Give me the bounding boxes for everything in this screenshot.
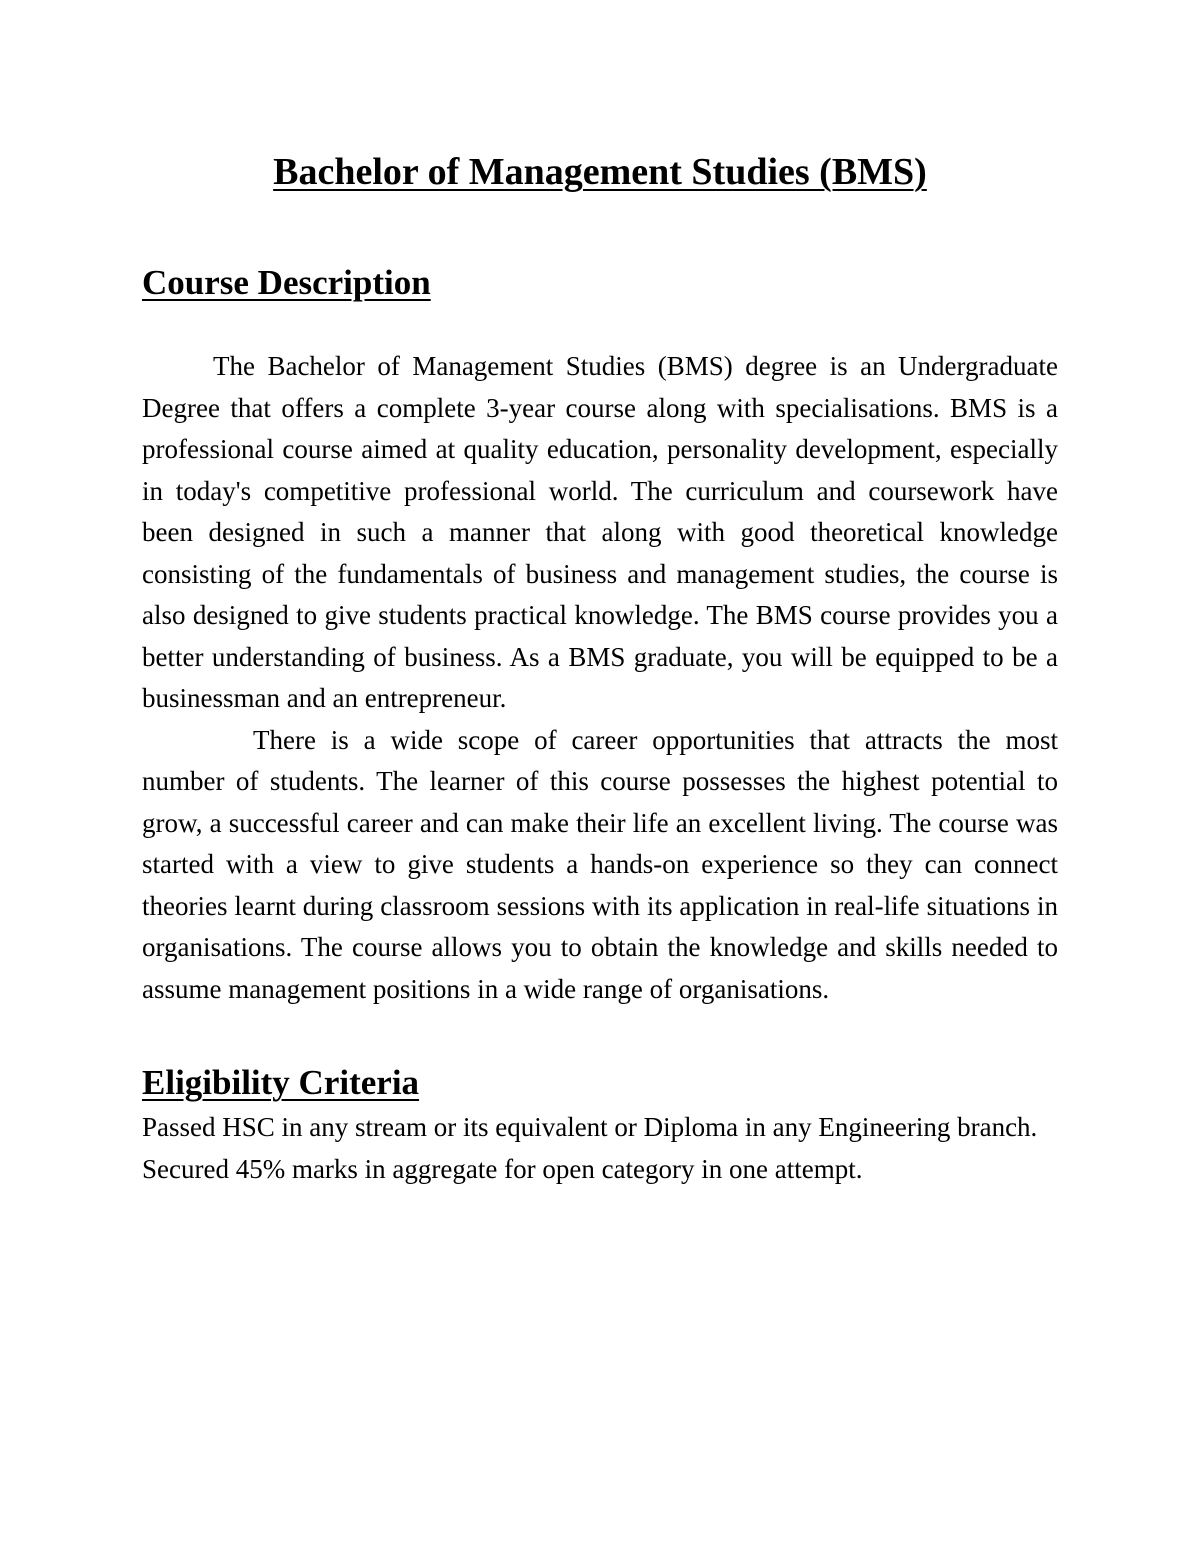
course-description-heading: Course Description (142, 263, 431, 302)
eligibility-line-1: Passed HSC in any stream or its equivalent or Diploma in any Engineering branch. (142, 1112, 1038, 1142)
document-page (142, 146, 1058, 1190)
eligibility-line-2: Secured 45% marks in aggregate for open category in one attempt. (142, 1153, 863, 1184)
course-description-paragraph-1: The Bachelor of Management Studies (BMS) degree is an Undergraduate Degree that offers a complete 3-year course along with specialisations. BMS is a professional course aimed at quality education, personality development, especially in today's competitive professional world. The curriculum and coursework have been designed in such a manner that along with good theoretical knowledge consisting of the fundamentals of business and management studies, the course is also designed to give students practical knowledge. The BMS course provides you a better understanding of business. As a BMS graduate, you will be equipped to be a businessman and an entrepreneur. (142, 351, 1058, 713)
document-title: Bachelor of Management Studies (BMS) (273, 151, 927, 193)
eligibility-criteria-heading: Eligibility Criteria (142, 1063, 420, 1102)
course-description-paragraph-2: There is a wide scope of career opportunities that attracts the most number of students. The learner of this course possesses the highest potential to grow, a successful career and can make their life an excellent living. The course was started with a view to give students a hands-on experience so they can connect theories learnt during classroom sessions with its application in real-life situations in organisations. The course allows you to obtain the knowledge and skills needed to assume management positions in a wide range of organisations. (142, 724, 1058, 1004)
